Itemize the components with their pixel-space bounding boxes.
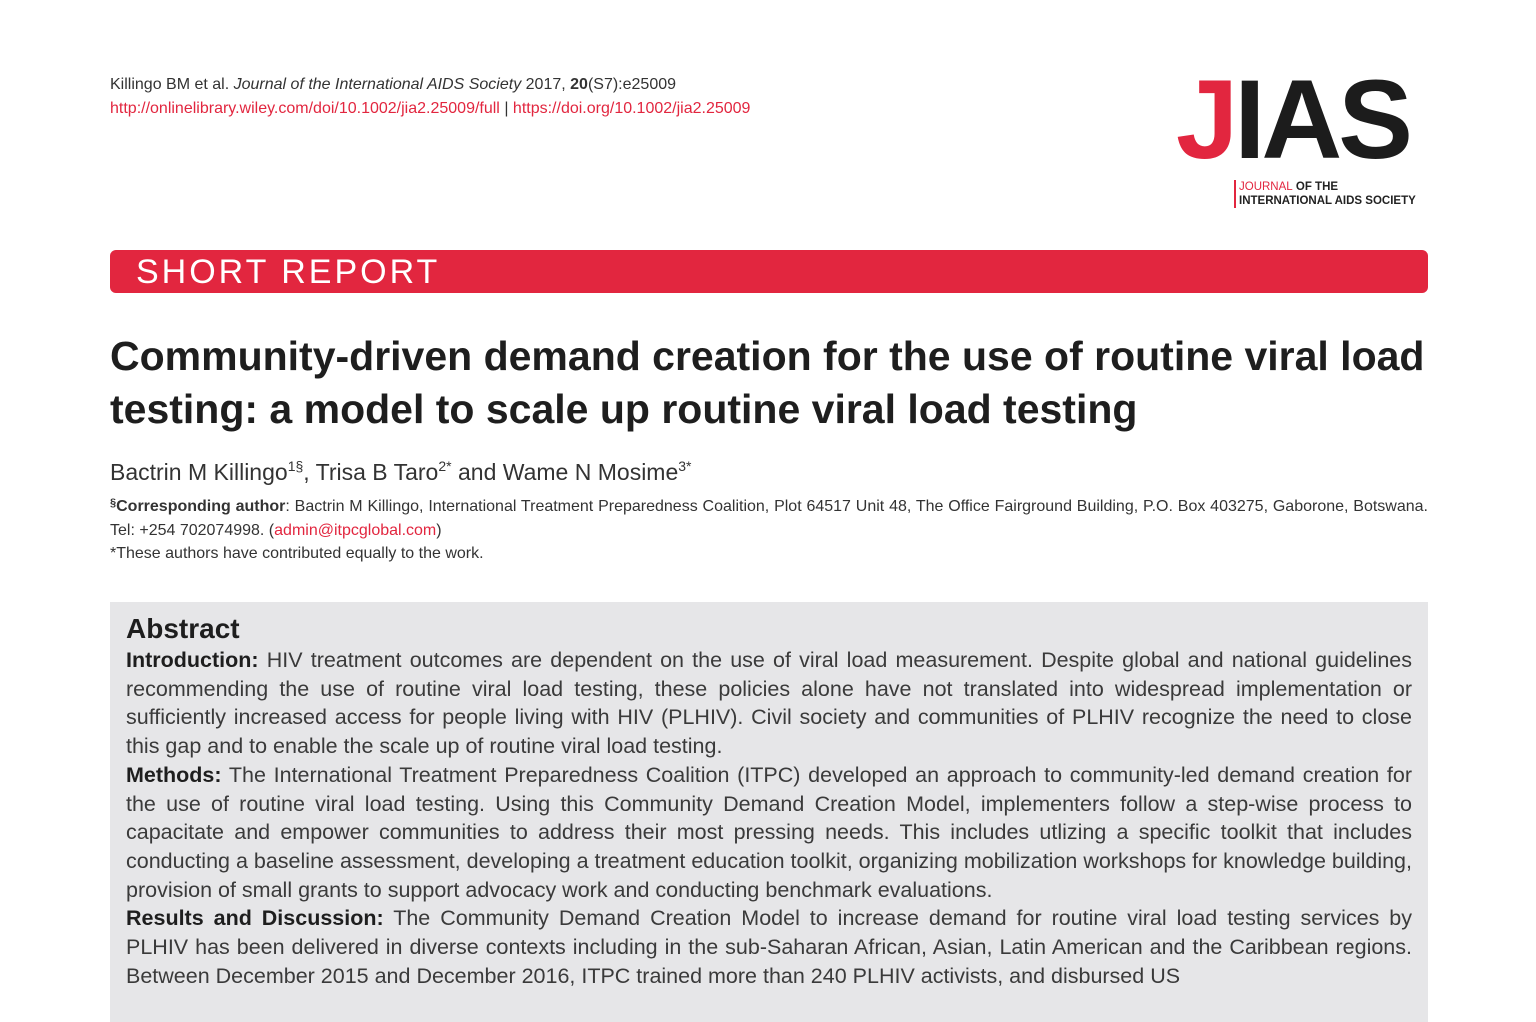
- link-separator: |: [504, 100, 509, 117]
- citation-issue: (S7):e25009: [587, 76, 677, 93]
- abstract-content: [126, 612, 1412, 990]
- full-text-link[interactable]: http://onlinelibrary.wiley.com/doi/10.1002/jia2.25009/full: [110, 100, 500, 117]
- corresponding-label: Corresponding author: [116, 498, 286, 515]
- abstract-box: [110, 602, 1428, 1022]
- citation-block: [110, 73, 750, 121]
- citation-line: [110, 73, 750, 97]
- logo-subtitle: [1234, 180, 1416, 208]
- corresponding-text: : Bactrin M Killingo, International Treatment Preparedness Coalition, Plot 64517 Unit 48, The Office Fairground Building, P.O. Box 403275, Gaborone, Botswana. Tel: +254 702074998. (: [110, 498, 1428, 539]
- jias-logo: [1176, 57, 1432, 220]
- doi-link[interactable]: https://doi.org/10.1002/jia2.25009: [512, 100, 751, 117]
- corresponding-symbol: §: [110, 497, 117, 509]
- article-type-banner: [110, 250, 1428, 293]
- article-type-label: SHORT REPORT: [136, 253, 441, 291]
- section-label: Introduction:: [126, 648, 259, 672]
- author-affiliation: 2*: [438, 458, 452, 474]
- citation-authors: Killingo BM et al.: [110, 76, 230, 93]
- section-text: The Community Demand Creation Model to increase demand for routine viral load testing services by PLHIV has been delivered in diverse contexts including in the sub-Saharan African, Asian, Latin American and the Caribbean regions. Between December 2015 and December 2016, ITPC trained more than 240 PLHIV activists, and disbursed US: [126, 906, 1413, 988]
- section-text: The International Treatment Preparedness Coalition (ITPC) developed an approach to community-led demand creation for the use of routine viral load testing. Using this Community Demand Creation Model, implementers follow a step-wise process to capacitate and empower communities to address their most pressing needs. This includes utlizing a specific toolkit that includes conducting a baseline assessment, developing a treatment education toolkit, organizing mobilization workshops for knowledge building, provision of small grants to support advocacy work and conducting benchmark evaluations.: [126, 762, 1412, 902]
- abstract-methods: [126, 761, 1412, 905]
- corresponding-author-block: [110, 492, 1428, 566]
- logo-letters: [1176, 57, 1409, 182]
- abstract-heading: Abstract: [126, 613, 240, 644]
- author-name: Bactrin M Killingo: [110, 459, 288, 485]
- author-name: Trisa B Taro: [315, 459, 439, 485]
- corresponding-author: [110, 492, 1428, 542]
- author-list: [110, 450, 691, 488]
- abstract-introduction: [126, 646, 1412, 761]
- author-name: Wame N Mosime: [502, 459, 679, 485]
- author-separator: and: [451, 459, 503, 485]
- citation-journal: Journal of the International AIDS Society: [233, 76, 522, 93]
- section-text: HIV treatment outcomes are dependent on the use of viral load measurement. Despite global and national guidelines recommending the use of routine viral load testing, these policies alone have not translated into widespread implementation or sufficiently increased access for people living with HIV (PLHIV). Civil society and communities of PLHIV recognize the need to close this gap and to enable the scale up of routine viral load testing.: [126, 648, 1412, 759]
- abstract-results: [126, 904, 1412, 990]
- article-title: Community-driven demand creation for the use of routine viral load testing: a model to scale up routine viral load testing: [110, 333, 1425, 432]
- citation-volume: 20: [570, 76, 588, 93]
- logo-j: J: [1176, 57, 1235, 182]
- citation-year: 2017,: [525, 76, 566, 93]
- citation-links: [110, 97, 750, 121]
- email-link[interactable]: admin@itpcglobal.com: [274, 521, 437, 539]
- logo-journal-word: JOURNAL: [1239, 181, 1293, 193]
- logo-society: INTERNATIONAL AIDS SOCIETY: [1239, 195, 1416, 207]
- corresponding-close: ): [436, 521, 442, 539]
- author-affiliation: 3*: [678, 458, 692, 474]
- logo-ias: IAS: [1234, 57, 1409, 182]
- logo-of-the: OF THE: [1292, 181, 1339, 193]
- equal-contribution-note: *These authors have contributed equally to the work.: [110, 545, 484, 562]
- section-label: Results and Discussion:: [126, 906, 384, 931]
- author-affiliation: 1§: [287, 458, 304, 474]
- section-label: Methods:: [126, 762, 222, 787]
- author-separator: ,: [303, 459, 316, 485]
